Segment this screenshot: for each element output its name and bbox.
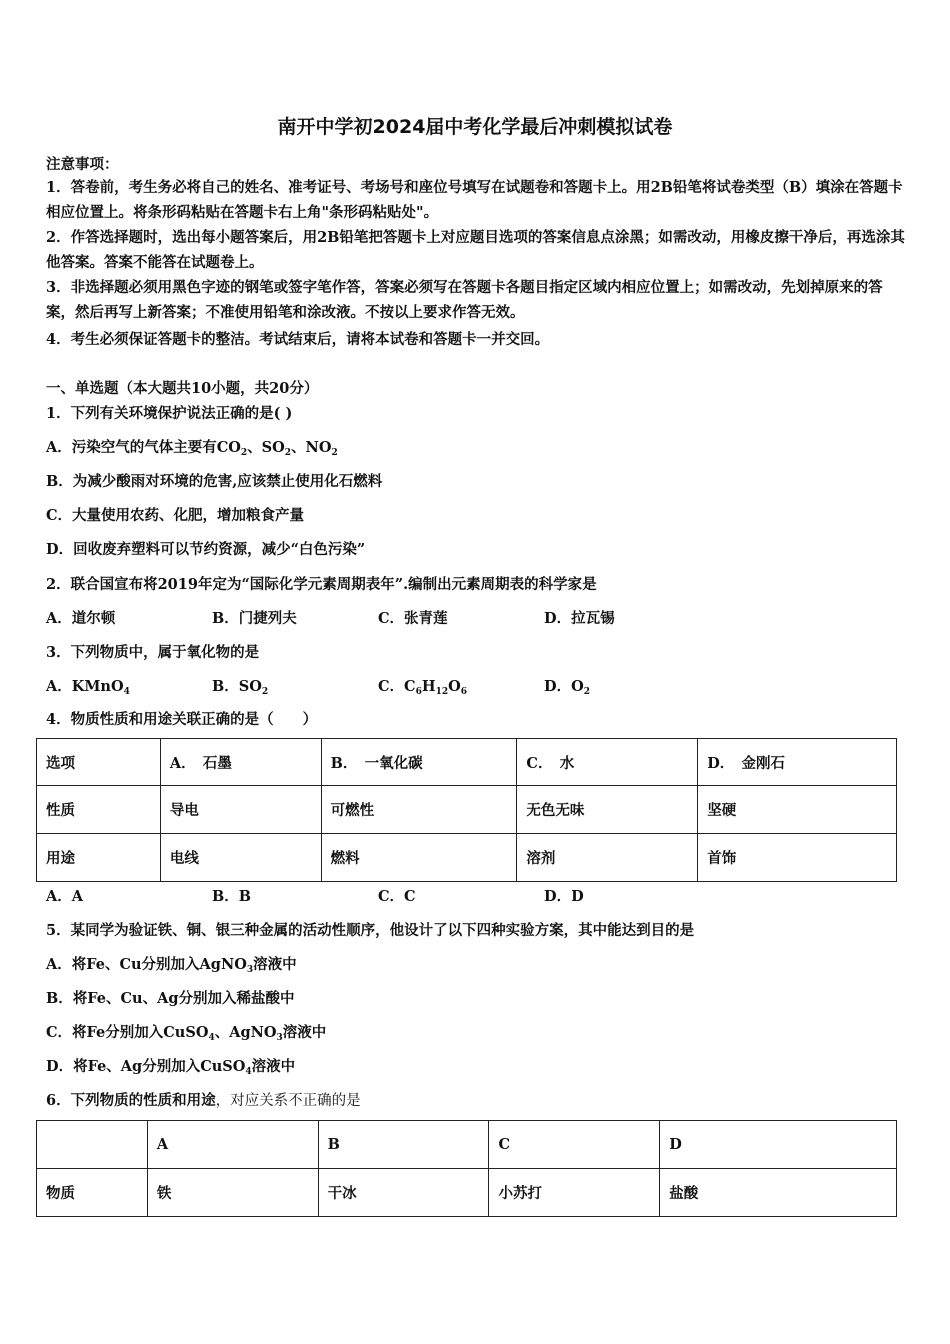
q3-options xyxy=(46,675,906,697)
q3-option-c: C．$C_6H_{12}O_6$ xyxy=(378,678,467,697)
q2-option-a: A．道尔顿 xyxy=(46,610,116,627)
q1-option-c: C．大量使用农药、化肥，增加粮食产量 xyxy=(46,507,305,524)
q4-cell: 性质 xyxy=(37,786,161,834)
q2-option-c: C．张青莲 xyxy=(378,610,448,627)
q5-stem: 5．某同学为验证铁、铜、银三种金属的活动性顺序，他设计了以下四种实验方案，其中能达到目的是 xyxy=(46,922,695,939)
q6-cell xyxy=(37,1121,148,1169)
q4-option-c: C．C xyxy=(378,888,416,905)
q6-cell: D xyxy=(660,1121,897,1169)
q4-cell: A． 石墨 xyxy=(160,739,321,786)
q3-option-b: B．$SO_2$ xyxy=(212,678,269,697)
q6-cell: 铁 xyxy=(147,1169,318,1217)
notice-item-3: 3．非选择题必须用黑色字迹的钢笔或签字笔作答，答案必须写在答题卡各题目指定区域内相应位置上；如需改动，先划掉原来的答案，然后再写上新答案；不准使用铅笔和涂改液。不按以上要求作答无效。 xyxy=(46,279,883,321)
q4-cell: 溶剂 xyxy=(517,834,698,882)
q3-stem: 3．下列物质中，属于氧化物的是 xyxy=(46,644,260,661)
q4-table-row xyxy=(37,786,897,834)
q4-table-row xyxy=(37,739,897,786)
q2-stem: 2．联合国宣布将2019年定为“国际化学元素周期表年”.编制出元素周期表的科学家是 xyxy=(46,576,597,593)
q6-cell: 物质 xyxy=(37,1169,148,1217)
q4-cell: 选项 xyxy=(37,739,161,786)
q4-cell: C． 水 xyxy=(517,739,698,786)
q6-table-row xyxy=(37,1169,897,1217)
q3-option-a: A．KMnO$_4$ xyxy=(46,678,130,697)
q4-option-d: D．D xyxy=(544,888,584,905)
q2-option-b: B．门捷列夫 xyxy=(212,610,297,627)
q4-cell: 燃料 xyxy=(321,834,517,882)
q5-option-c: C．将Fe分别加入CuSO$_4$、AgNO$_3$溶液中 xyxy=(46,1024,327,1043)
q4-cell: 导电 xyxy=(160,786,321,834)
exam-title: 南开中学初2024届中考化学最后冲刺模拟试卷 xyxy=(277,116,673,138)
notice-item-2: 2．作答选择题时，选出每小题答案后，用2B铅笔把答题卡上对应题目选项的答案信息点涂黑；如需改动，用橡皮擦干净后，再选涂其他答案。答案不能答在试题卷上。 xyxy=(46,229,905,271)
q6-cell: 干冰 xyxy=(318,1169,489,1217)
q4-stem: 4．物质性质和用途关联正确的是（ ） xyxy=(46,711,318,728)
notice-item-1: 1．答卷前，考生务必将自己的姓名、准考证号、考场号和座位号填写在试题卷和答题卡上。用2B铅笔将试卷类型（B）填涂在答题卡相应位置上。将条形码粘贴在答题卡右上角"条形码粘贴处"。 xyxy=(46,179,903,221)
q6-cell: C xyxy=(489,1121,660,1169)
q4-cell: 用途 xyxy=(37,834,161,882)
q4-cell: 无色无味 xyxy=(517,786,698,834)
q4-cell: 电线 xyxy=(160,834,321,882)
q5-option-d: D．将Fe、Ag分别加入CuSO$_4$溶液中 xyxy=(46,1058,296,1077)
q2-options xyxy=(46,607,906,628)
q4-option-a: A．A xyxy=(46,888,84,905)
q6-stem: 6．下列物质的性质和用途，对应关系不正确的是 xyxy=(46,1092,361,1109)
q4-cell: 可燃性 xyxy=(321,786,517,834)
q6-cell: A xyxy=(147,1121,318,1169)
q5-option-a: A．将Fe、Cu分别加入AgNO$_3$溶液中 xyxy=(46,956,297,975)
q4-cell: B． 一氧化碳 xyxy=(321,739,517,786)
q2-option-d: D．拉瓦锡 xyxy=(544,610,615,627)
q4-option-b: B．B xyxy=(212,888,252,905)
q6-table xyxy=(36,1120,897,1217)
q6-table-row xyxy=(37,1121,897,1169)
q1-option-a: A．污染空气的气体主要有$CO_2$、$SO_2$、$NO_2$ xyxy=(46,439,338,458)
notice-heading: 注意事项： xyxy=(46,156,119,173)
q1-option-b: B．为减少酸雨对环境的危害,应该禁止使用化石燃料 xyxy=(46,473,383,490)
q4-cell: 首饰 xyxy=(698,834,897,882)
q4-table xyxy=(36,738,897,882)
q3-option-d: D．$O_2$ xyxy=(544,678,590,697)
q6-cell: 盐酸 xyxy=(660,1169,897,1217)
q1-stem: 1．下列有关环境保护说法正确的是( ) xyxy=(46,405,293,422)
q4-cell: 坚硬 xyxy=(698,786,897,834)
q1-option-d: D．回收废弃塑料可以节约资源，减少“白色污染” xyxy=(46,541,366,558)
q4-table-row xyxy=(37,834,897,882)
q5-option-b: B．将Fe、Cu、Ag分别加入稀盐酸中 xyxy=(46,990,295,1007)
notice-item-4: 4．考生必须保证答题卡的整洁。考试结束后，请将本试卷和答题卡一并交回。 xyxy=(46,331,550,348)
q6-cell: 小苏打 xyxy=(489,1169,660,1217)
q6-cell: B xyxy=(318,1121,489,1169)
q4-options xyxy=(46,885,906,906)
section-heading: 一、单选题（本大题共10小题，共20分） xyxy=(46,380,319,397)
q4-cell: D． 金刚石 xyxy=(698,739,897,786)
